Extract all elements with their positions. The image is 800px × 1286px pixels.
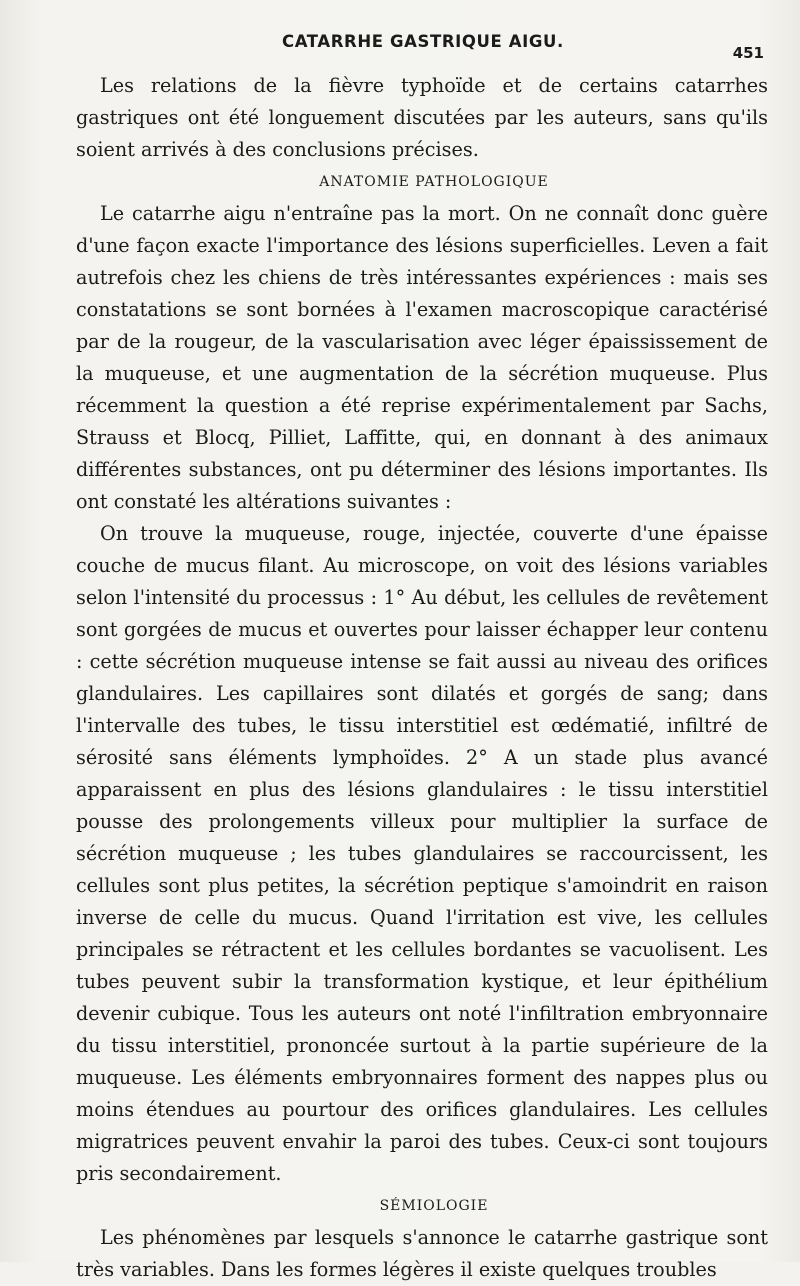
paragraph-intro: Les relations de la fièvre typhoïde et de certains catarrhes gastriques ont été longuement discutées par les auteurs, sans qu'ils soient arrivés à des conclusions précises. <box>76 74 768 161</box>
running-head <box>0 30 800 60</box>
section-heading-anatomie: ANATOMIE PATHOLOGIQUE <box>319 174 549 190</box>
paragraph-microscope: On trouve la muqueuse, rouge, injectée, couverte d'une épaisse couche de mucus filant. Au microscope, on voit des lésions variables selon l'intensité du processus : 1° Au début, les cellules de revêtement sont gorgées de mucus et ouvertes pour laisser échapper leur contenu : cette sécrétion muqueuse intense se fait aussi au niveau des orifices glandulaires. Les capillaires sont dilatés et gorgés de sang; dans l'intervalle des tubes, le tissu interstitiel est œdématié, infiltré de sérosité sans éléments lymphoïdes. 2° A un stade plus avancé apparaissent en plus des lésions glandulaires : le tissu interstitiel pousse des prolongements villeux pour multiplier la surface de sécrétion muqueuse ; les tubes glandulaires se raccourcissent, les cellules sont plus petites, la sécrétion peptique s'amoindrit en raison inverse de celle du mucus. Quand l'irritation est vive, les cellules principales se rétractent et les cellules bordantes se vacuolisent. Les tubes peuvent subir la transformation kystique, et leur épithélium devenir cubique. Tous les auteurs ont noté l'infiltration embryonnaire du tissu interstitiel, prononcée surtout à la partie supérieure de la muqueuse. Les éléments embryonnaires forment des nappes plus ou moins étendues au pourtour des orifices glandulaires. Les cellules migratrices peuvent envahir la paroi des tubes. Ceux-ci sont toujours pris secondairement. <box>76 522 768 1185</box>
body-text <box>76 70 768 1286</box>
section-heading-semiologie: SÉMIOLOGIE <box>379 1198 489 1214</box>
page-number: 451 <box>732 44 764 62</box>
paragraph-anatomie: Le catarrhe aigu n'entraîne pas la mort. On ne connaît donc guère d'une façon exacte l'importance des lésions superficielles. Leven a fait autrefois chez les chiens de très intéressantes expériences : mais ses constatations se sont bornées à l'examen macroscopique caractérisé par de la rougeur, de la vascularisation avec léger épaississement de la muqueuse, et une augmentation de la sécrétion muqueuse. Plus récemment la question a été reprise expérimentalement par Sachs, Strauss et Blocq, Pilliet, Laffitte, qui, en donnant à des animaux différentes substances, ont pu déterminer des lésions importantes. Ils ont constaté les altérations suivantes : <box>76 202 768 513</box>
running-title: CATARRHE GASTRIQUE AIGU. <box>282 32 564 51</box>
paragraph-semiologie: Les phénomènes par lesquels s'annonce le catarrhe gastrique sont très variables. Dans les formes légères il existe quelques troubles <box>76 1226 768 1281</box>
